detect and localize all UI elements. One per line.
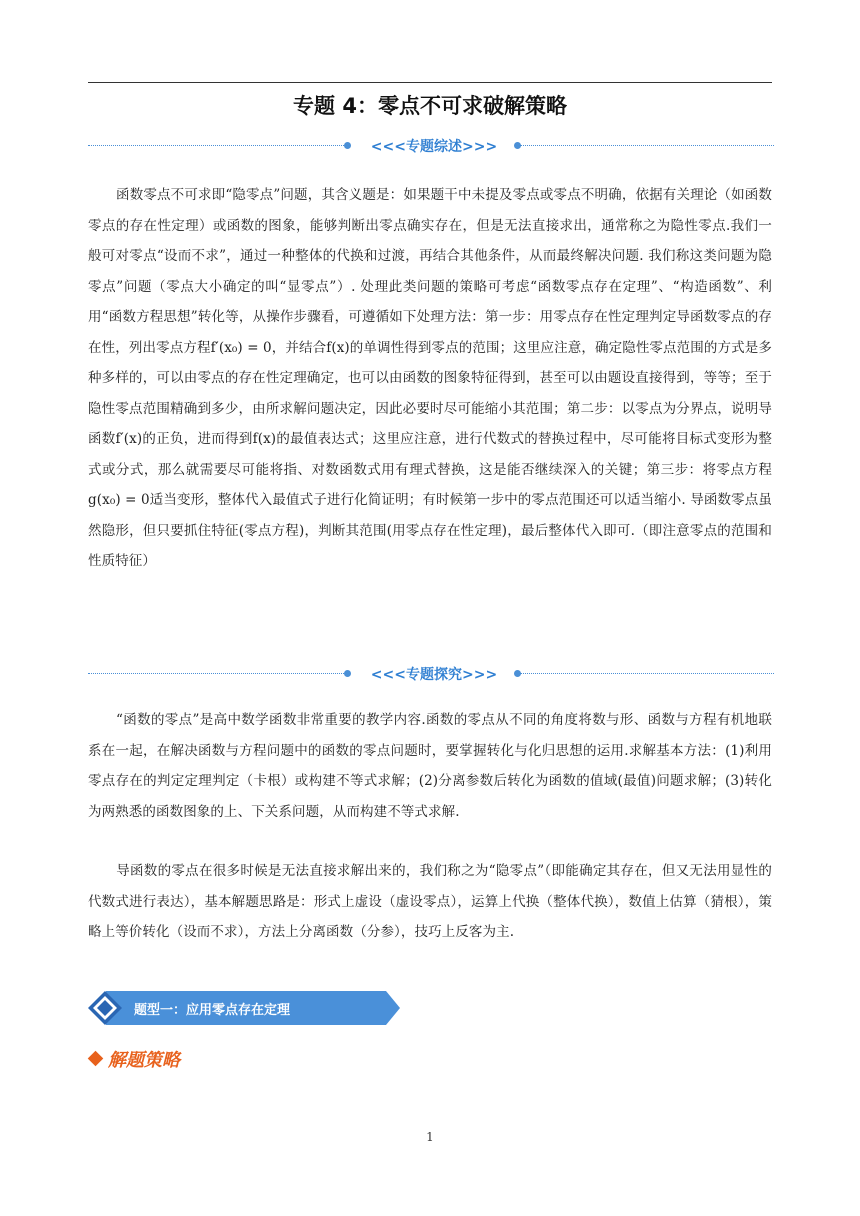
divider-dot — [344, 670, 351, 677]
page-title: 专题 4：零点不可求破解策略 — [293, 94, 567, 118]
diamond-icon — [88, 1051, 104, 1067]
overview-text: 函数零点不可求即“隐零点”问题，其含义题是：如果题干中未提及零点或零点不明确，依据有关理论（如函数零点的存在性定理）或函数的图象，能够判断出零点确实存在，但是无法直接求出，通常称之为隐性零点.我们一般可对零点“设而不求”，通过一种整体的代换和过渡，再结合其他条件，从而最终解决问题. 我们称这类问题为隐零点”问题（零点大小确定的叫“显零点”）. 处理此类问题的策略可考虑“函数零点存在定理”、“构造函数”、利用“函数方程思想”转化等，从操作步骤看，可遵循如下处理方法：第一步：用零点存在性定理判定导函数零点的存在性，列出零点方程f′(x₀) = 0，并结合f(x)的单调性得到零点的范围；这里应注意，确定隐性零点范围的方式是多种多样的，可以由零点的存在性定理确定，也可以由函数的图象特征得到，甚至可以由题设直接得到，等等；至于隐性零点范围精确到多少，由所求解问题决定，因此必要时尽可能缩小其范围；第二步：以零点为分界点，说明导函数f′(x)的正负，进而得到f(x)的最值表达式；这里应注意，进行代数式的替换过程中，尽可能将目标式变形为整式或分式，那么就需要尽可能将指、对数函数式用有理式替换，这是能否继续深入的关键；第三步：将零点方程g(x₀) = 0适当变形，整体代入最值式子进行化简证明；有时候第一步中的零点范围还可以适当缩小. 导函数零点虽然隐形，但只要抓住特征(零点方程)，判断其范围(用零点存在性定理)，最后整体代入即可.（即注意零点的范围和性质特征） — [88, 187, 772, 569]
divider-dot — [344, 142, 351, 149]
explore-paragraph-2 — [88, 856, 772, 948]
page-number: 1 — [426, 1130, 434, 1144]
divider-dotted-line — [88, 145, 344, 146]
explore-text-2: 导函数的零点在很多时候是无法直接求解出来的，我们称之为“隐零点”（即能确定其存在，但又无法用显性的代数式进行表达），基本解题思路是：形式上虚设（虚设零点），运算上代换（整体代换），数值上估算（猜根），策略上等价转化（设而不求），方法上分离函数（分参），技巧上反客为主. — [88, 863, 772, 940]
section-divider-overview — [88, 136, 774, 156]
strategy-heading-text: 解题策略 — [108, 1050, 180, 1071]
divider-dotted-line — [520, 145, 774, 146]
section-label-overview: <<<专题综述>>> — [370, 139, 498, 155]
explore-paragraph-1 — [88, 705, 772, 827]
section-divider-explore — [88, 664, 774, 684]
divider-dotted-line — [520, 673, 774, 674]
header-rule — [88, 82, 772, 83]
explore-text-1: “函数的零点”是高中数学函数非常重要的教学内容.函数的零点从不同的角度将数与形、函数与方程有机地联系在一起，在解决函数与方程问题中的函数的零点问题时，要掌握转化与化归思想的运用.求解基本方法：(1)利用零点存在的判定定理判定（卡根）或构建不等式求解；(2)分离参数后转化为函数的值域(最值)问题求解；(3)转化为两熟悉的函数图象的上、下关系问题，从而构建不等式求解. — [88, 712, 772, 820]
overview-paragraph — [88, 180, 772, 577]
section-label-explore: <<<专题探究>>> — [370, 667, 498, 683]
banner-label: 题型一：应用零点存在定理 — [134, 1003, 291, 1018]
question-type-banner — [88, 991, 400, 1025]
divider-dotted-line — [88, 673, 344, 674]
